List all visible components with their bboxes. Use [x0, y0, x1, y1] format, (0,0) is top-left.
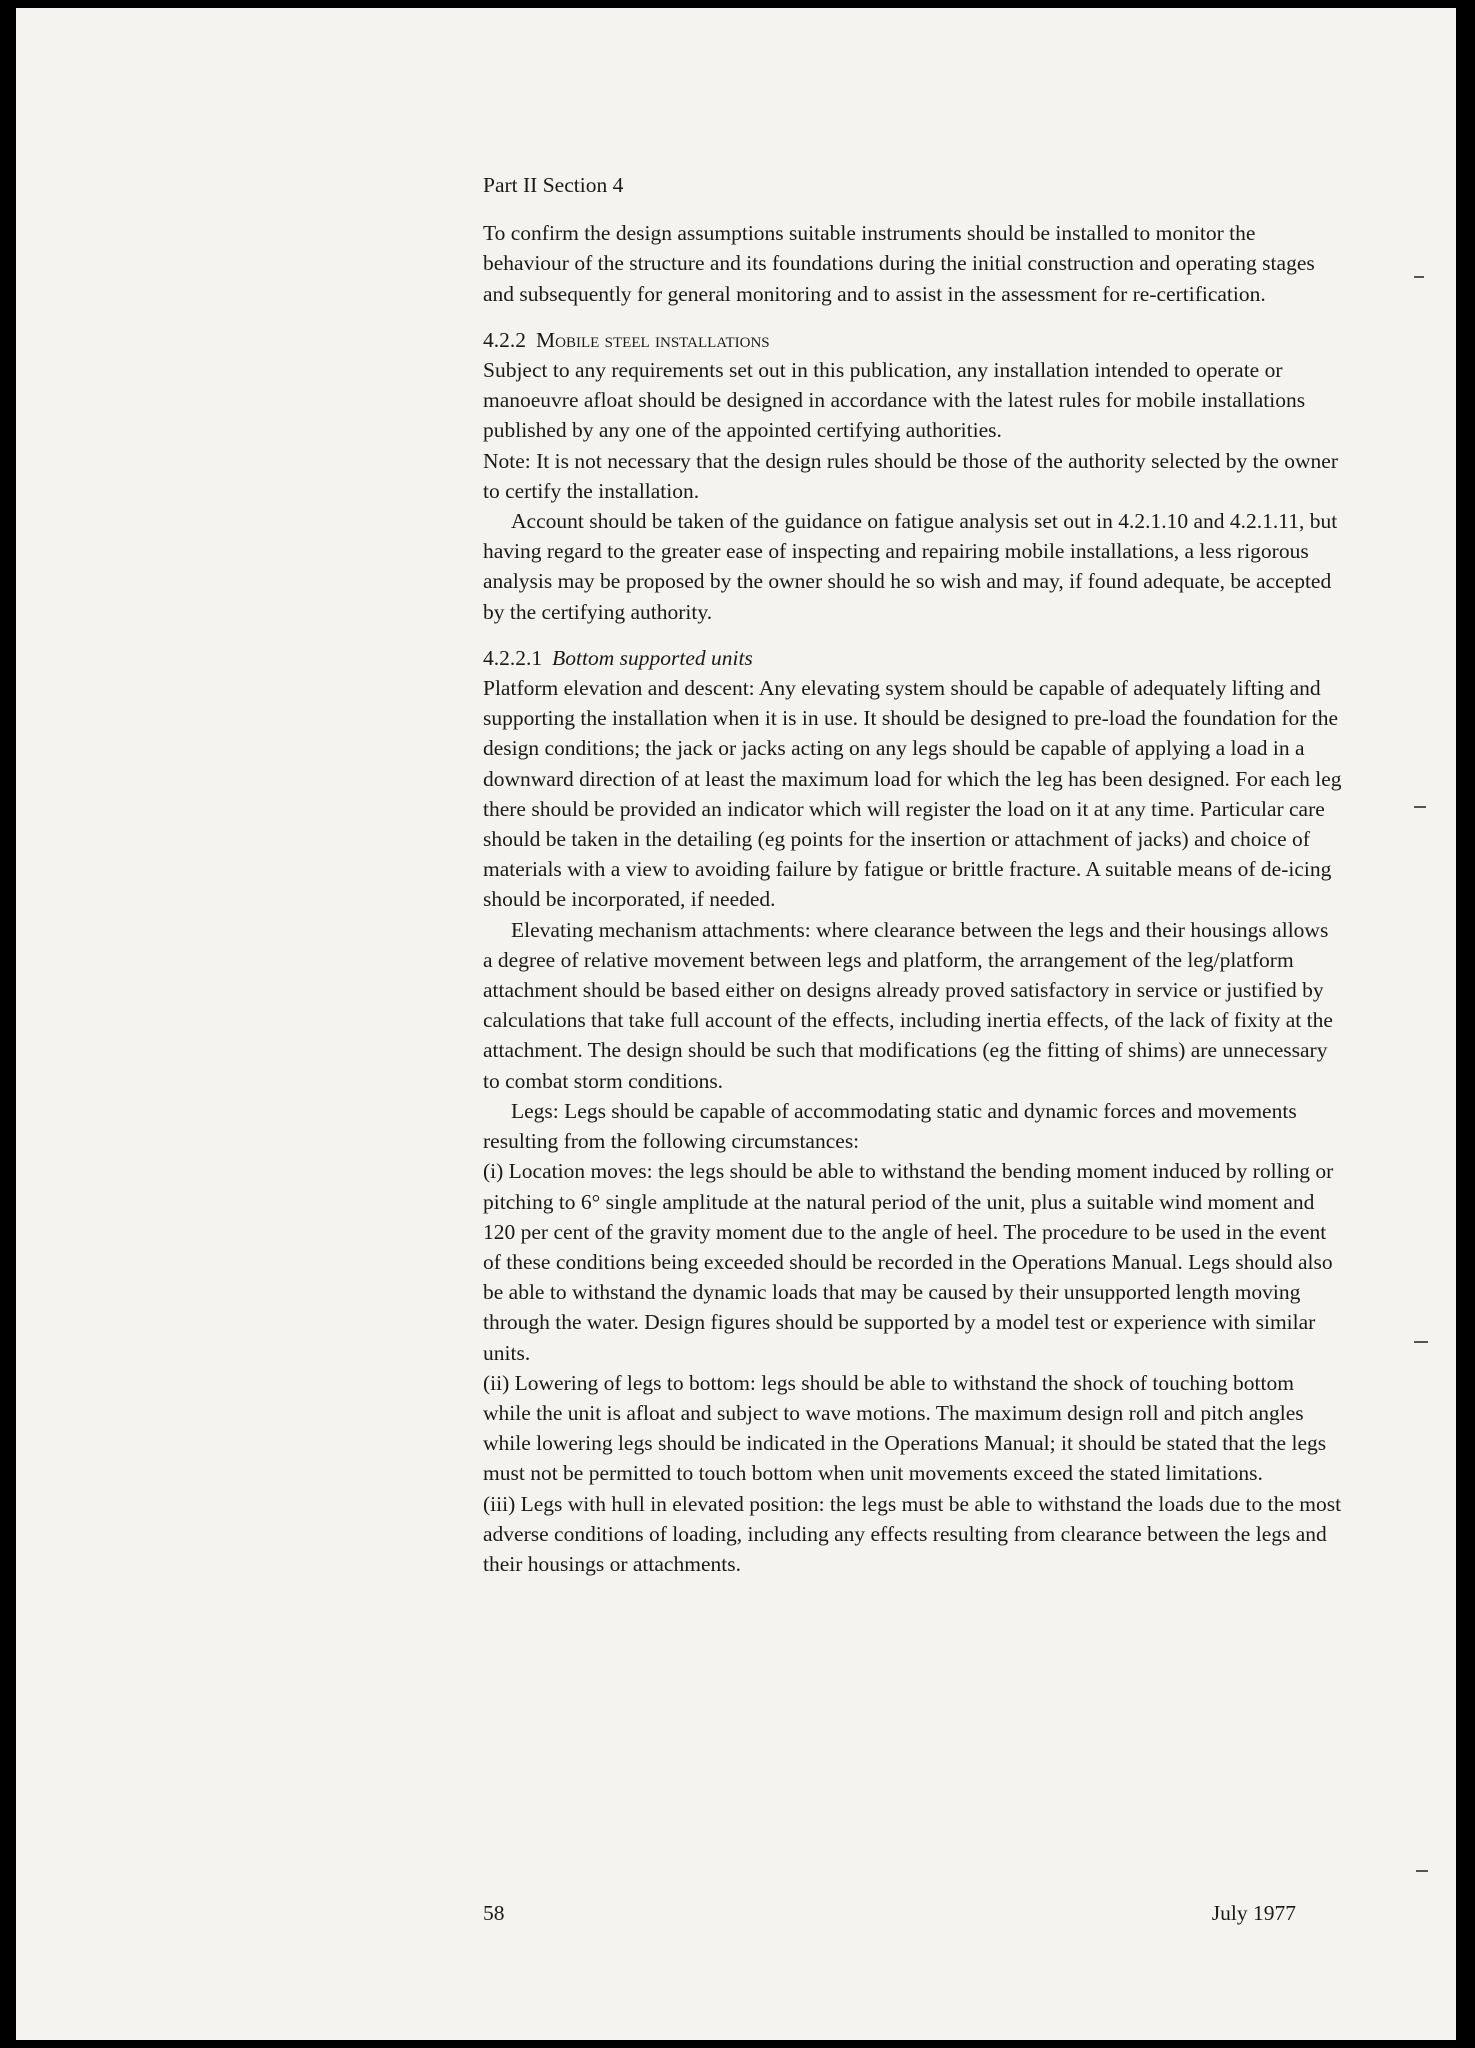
- document-page: [16, 8, 1456, 2040]
- heading-number: 4.2.2: [483, 327, 526, 352]
- margin-mark: [1414, 1341, 1428, 1343]
- section-header: Part II Section 4: [483, 173, 624, 197]
- heading-number: 4.2.2.1: [483, 645, 543, 670]
- heading-title: Mobile steel installations: [536, 327, 770, 352]
- paragraph-instruments: To confirm the design assumptions suitable instruments should be installed to monitor the behaviour of the structure and its foundations during the initial construction and operating stages and subsequently for general monitoring and to assist in the assessment for re-certification.: [483, 221, 1315, 306]
- paragraph-elevated-position: (iii) Legs with hull in elevated position: the legs must be able to withstand the loads due to the most adverse conditions of loading, including any effects resulting from clearance between the legs and their housings or attachments.: [483, 1491, 1342, 1576]
- heading-4-2-2: [483, 325, 1343, 355]
- paragraph-mobile-rules: Subject to any requirements set out in this publication, any installation intended to operate or manoeuvre afloat should be designed in accordance with the latest rules for mobile installations published by any one of the appointed certifying authorities.: [483, 358, 1306, 443]
- paragraph-platform-elevation: Platform elevation and descent: Any elevating system should be capable of adequately lifting and supporting the installation when it is in use. It should be designed to pre-load the foundation for the design conditions; the jack or jacks acting on any legs should be capable of applying a load in a downward direction of at least the maximum load for which the leg has been designed. For each leg there should be provided an indicator which will register the load on it at any time. Particular care should be taken in the detailing (eg points for the insertion or attachment of jacks) and choice of materials with a view to avoiding failure by fatigue or brittle fracture. A suitable means of de-icing should be incorporated, if needed.: [483, 676, 1342, 912]
- body-text: [483, 170, 1343, 1579]
- paragraph-lowering-legs: (ii) Lowering of legs to bottom: legs should be able to withstand the shock of touching bottom while the unit is afloat and subject to wave motions. The maximum design roll and pitch angles while lowering legs should be indicated in the Operations Manual; it should be stated that the legs must not be permitted to touch bottom when unit movements exceed the stated limitations.: [483, 1370, 1327, 1486]
- paragraph-legs: Legs: Legs should be capable of accommodating static and dynamic forces and movements resulting from the following circumstances:: [483, 1098, 1297, 1154]
- paragraph-location-moves: (i) Location moves: the legs should be able to withstand the bending moment induced by rolling or pitching to 6° single amplitude at the natural period of the unit, plus a suitable wind moment and 120 per cent of the gravity moment due to the angle of heel. The procedure to be used in the event of these conditions being exceeded should be recorded in the Operations Manual. Legs should also be able to withstand the dynamic loads that may be caused by their unsupported length moving through the water. Design figures should be supported by a model test or experience with similar units.: [483, 1159, 1334, 1365]
- page-number: 58: [483, 1901, 505, 1925]
- margin-mark: [1414, 276, 1424, 278]
- paragraph-elevating-attachments: Elevating mechanism attachments: where clearance between the legs and their housings allows a degree of relative movement between legs and platform, the arrangement of the leg/platform attachment should be based either on designs already proved satisfactory in service or justified by calculations that take full account of the effects, including inertia effects, of the lack of fixity at the attachment. The design should be such that modifications (eg the fitting of shims) are unnecessary to combat storm conditions.: [483, 917, 1333, 1093]
- margin-mark: [1414, 806, 1426, 808]
- margin-mark: [1416, 1870, 1428, 1872]
- paragraph-fatigue: Account should be taken of the guidance on fatigue analysis set out in 4.2.1.10 and 4.2.1.11, but having regard to the greater ease of inspecting and repairing mobile installations, a less rigorous analysis may be proposed by the owner should he so wish and may, if found adequate, be accepted by the certifying authority.: [483, 509, 1338, 624]
- footer-date: July 1977: [1211, 1901, 1296, 1925]
- heading-4-2-2-1: [483, 643, 1343, 673]
- heading-title: Bottom supported units: [552, 645, 753, 670]
- paragraph-note: Note: It is not necessary that the design rules should be those of the authority selected by the owner to certify the installation.: [483, 448, 1339, 503]
